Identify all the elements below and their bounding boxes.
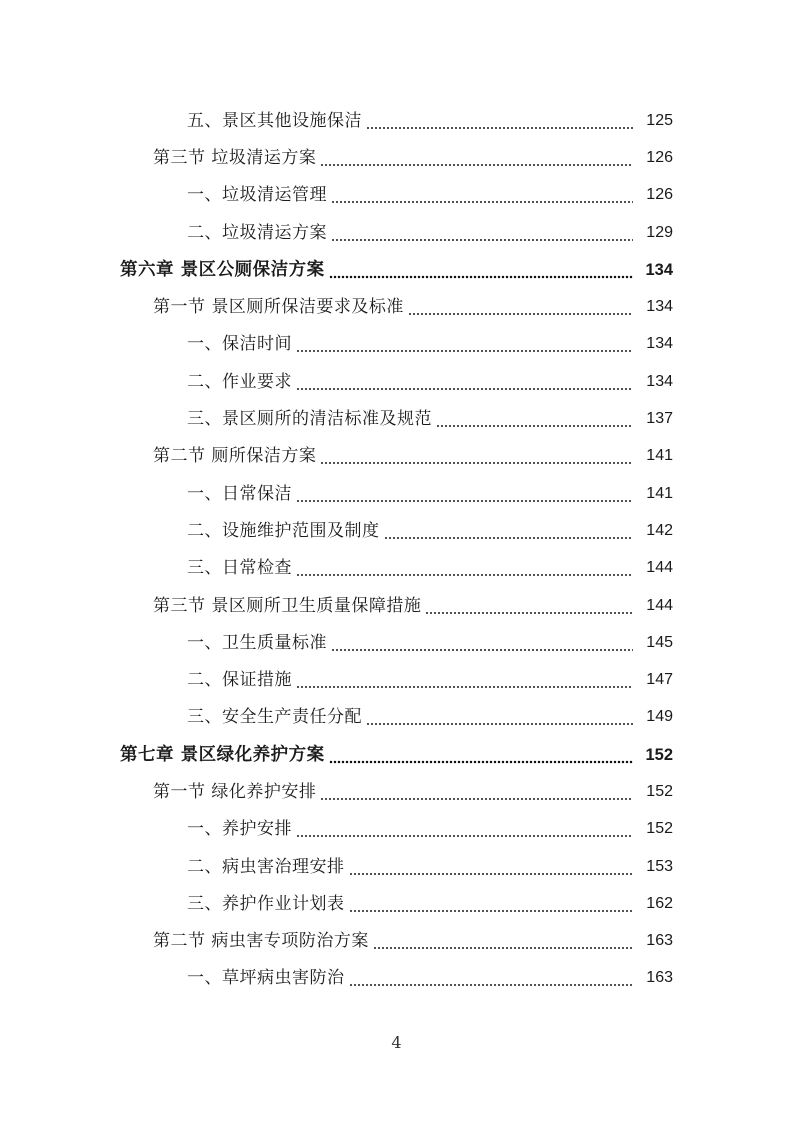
dot-leader (408, 297, 633, 317)
toc-entry-title: 第六章 景区公厕保洁方案 (120, 259, 325, 280)
dot-leader (320, 446, 633, 466)
toc-entry-page-number: 147 (646, 671, 673, 689)
dot-leader (331, 185, 633, 205)
toc-entry-section[interactable] (0, 288, 793, 325)
toc-entry-page-number: 145 (646, 633, 673, 651)
toc-entry-page-number: 162 (646, 894, 673, 912)
dot-leader (366, 111, 633, 131)
toc-entry-title: 二、保证措施 (187, 670, 292, 691)
toc-entry-title: 三、景区厕所的清洁标准及规范 (187, 409, 432, 430)
toc-entry-title: 二、作业要求 (187, 371, 292, 392)
toc-entry-section[interactable] (0, 587, 793, 624)
toc-entry-page-number: 126 (646, 148, 673, 166)
toc-entry-chapter[interactable] (0, 736, 793, 773)
toc-entry-title: 三、养护作业计划表 (187, 893, 345, 914)
dot-leader (384, 521, 634, 541)
toc-entry-page-number: 149 (646, 708, 673, 726)
toc-entry-page-number: 134 (646, 335, 673, 353)
toc-entry-item[interactable] (0, 363, 793, 400)
toc-entry-page-number: 129 (646, 223, 673, 241)
toc-entry-item[interactable] (0, 214, 793, 251)
toc-entry-page-number: 126 (646, 186, 673, 204)
toc-entry-section[interactable] (0, 923, 793, 960)
dot-leader (436, 409, 633, 429)
toc-entry-chapter[interactable] (0, 251, 793, 288)
toc-entry-page-number: 141 (646, 484, 673, 502)
toc-entry-item[interactable] (0, 811, 793, 848)
toc-entry-title: 第二节 病虫害专项防治方案 (153, 931, 369, 952)
toc-entry-title: 一、养护安排 (187, 819, 292, 840)
toc-entry-title: 二、设施维护范围及制度 (187, 520, 380, 541)
dot-leader (366, 707, 633, 727)
toc-entry-title: 三、日常检查 (187, 558, 292, 579)
table-of-contents (0, 102, 793, 997)
toc-entry-title: 一、卫生质量标准 (187, 632, 327, 653)
toc-entry-item[interactable] (0, 550, 793, 587)
dot-leader (349, 968, 634, 988)
dot-leader (296, 558, 633, 578)
toc-entry-page-number: 134 (646, 298, 673, 316)
toc-entry-title: 二、垃圾清运方案 (187, 222, 327, 243)
toc-entry-item[interactable] (0, 848, 793, 885)
toc-entry-page-number: 144 (646, 559, 673, 577)
toc-entry-title: 第一节 景区厕所保洁要求及标准 (153, 297, 404, 318)
toc-entry-page-number: 152 (645, 745, 673, 764)
toc-entry-title: 一、保洁时间 (187, 334, 292, 355)
toc-entry-page-number: 137 (646, 410, 673, 428)
toc-entry-page-number: 163 (646, 969, 673, 987)
toc-entry-page-number: 134 (645, 260, 673, 279)
dot-leader (320, 148, 633, 168)
dot-leader (331, 633, 633, 653)
toc-entry-page-number: 152 (646, 782, 673, 800)
toc-entry-title: 第二节 厕所保洁方案 (153, 446, 317, 467)
dot-leader (296, 372, 633, 392)
toc-entry-title: 一、日常保洁 (187, 483, 292, 504)
dot-leader (331, 223, 633, 243)
toc-entry-page-number: 141 (646, 447, 673, 465)
toc-entry-item[interactable] (0, 960, 793, 997)
dot-leader (320, 782, 633, 802)
toc-entry-page-number: 144 (646, 596, 673, 614)
toc-entry-section[interactable] (0, 438, 793, 475)
dot-leader (349, 857, 634, 877)
toc-entry-title: 第一节 绿化养护安排 (153, 781, 317, 802)
toc-entry-section[interactable] (0, 773, 793, 810)
toc-entry-page-number: 125 (646, 111, 673, 129)
toc-entry-item[interactable] (0, 512, 793, 549)
toc-entry-item[interactable] (0, 326, 793, 363)
toc-entry-page-number: 134 (646, 372, 673, 390)
dot-leader (329, 745, 633, 765)
toc-entry-title: 第三节 垃圾清运方案 (153, 147, 317, 168)
toc-entry-item[interactable] (0, 661, 793, 698)
toc-entry-item[interactable] (0, 475, 793, 512)
toc-entry-title: 一、垃圾清运管理 (187, 185, 327, 206)
toc-entry-title: 五、景区其他设施保洁 (187, 110, 362, 131)
dot-leader (296, 484, 633, 504)
toc-entry-title: 三、安全生产责任分配 (187, 707, 362, 728)
toc-entry-page-number: 142 (646, 521, 673, 539)
toc-entry-title: 第三节 景区厕所卫生质量保障措施 (153, 595, 422, 616)
toc-entry-item[interactable] (0, 624, 793, 661)
toc-entry-title: 第七章 景区绿化养护方案 (120, 744, 325, 765)
toc-entry-item[interactable] (0, 885, 793, 922)
toc-entry-page-number: 153 (646, 857, 673, 875)
toc-entry-item[interactable] (0, 699, 793, 736)
toc-entry-page-number: 152 (646, 820, 673, 838)
dot-leader (349, 894, 634, 914)
toc-entry-item[interactable] (0, 177, 793, 214)
toc-entry-title: 一、草坪病虫害防治 (187, 968, 345, 989)
dot-leader (296, 819, 633, 839)
toc-entry-item[interactable] (0, 102, 793, 139)
toc-entry-item[interactable] (0, 400, 793, 437)
page-number: 4 (391, 1033, 402, 1052)
dot-leader (373, 931, 633, 951)
dot-leader (296, 670, 633, 690)
dot-leader (329, 260, 633, 280)
toc-entry-section[interactable] (0, 139, 793, 176)
toc-entry-title: 二、病虫害治理安排 (187, 856, 345, 877)
dot-leader (296, 334, 633, 354)
dot-leader (425, 596, 633, 616)
toc-entry-page-number: 163 (646, 932, 673, 950)
